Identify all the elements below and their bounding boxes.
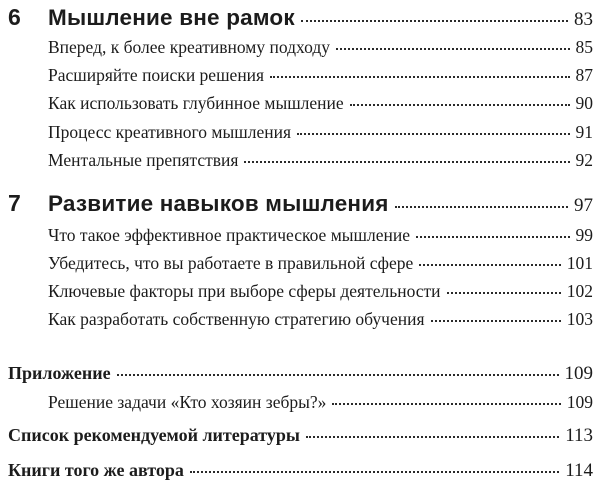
chapter-title: Развитие навыков мышления xyxy=(48,191,389,216)
toc-entry[interactable] xyxy=(48,37,593,65)
toc-entry[interactable] xyxy=(48,65,593,93)
dot-leader xyxy=(270,76,569,78)
toc-entry[interactable] xyxy=(48,150,593,178)
dot-leader xyxy=(332,403,560,405)
toc-entry[interactable] xyxy=(48,122,593,150)
entry-title: Ключевые факторы при выборе сферы деятельности xyxy=(48,281,441,301)
page-number: 91 xyxy=(575,122,593,142)
entry-title: Ментальные препятствия xyxy=(48,150,239,170)
toc-chapter-7[interactable] xyxy=(8,190,593,222)
dot-leader xyxy=(306,436,559,438)
entry-title: Что такое эффективное практическое мышление xyxy=(48,225,410,245)
toc-entry[interactable] xyxy=(48,281,593,309)
page-number: 97 xyxy=(574,195,593,216)
toc-entry[interactable] xyxy=(48,225,593,253)
toc-other-books[interactable] xyxy=(8,460,593,490)
page-number: 109 xyxy=(566,392,593,412)
dot-leader xyxy=(244,161,569,163)
dot-leader xyxy=(190,471,559,473)
dot-leader xyxy=(395,206,568,208)
page-number: 83 xyxy=(574,9,593,30)
page-number: 101 xyxy=(566,253,593,273)
toc-entry[interactable] xyxy=(48,93,593,121)
page-number: 113 xyxy=(565,425,593,446)
page-number: 92 xyxy=(575,150,593,170)
page-number: 90 xyxy=(575,93,593,113)
toc-entry[interactable] xyxy=(48,309,593,337)
page-number: 99 xyxy=(575,225,593,245)
entry-title: Список рекомендуемой литературы xyxy=(8,425,300,445)
toc-chapter-6[interactable] xyxy=(8,4,593,36)
toc-recommended-reading[interactable] xyxy=(8,425,593,455)
appendix-title: Приложение xyxy=(8,363,111,383)
dot-leader xyxy=(117,374,559,376)
chapter-number: 7 xyxy=(8,190,21,216)
page-number: 109 xyxy=(564,363,593,384)
entry-title: Решение задачи «Кто хозяин зебры?» xyxy=(48,392,327,412)
toc-entry[interactable] xyxy=(48,253,593,281)
page-number: 114 xyxy=(565,460,593,481)
dot-leader xyxy=(336,48,570,50)
dot-leader xyxy=(301,20,568,22)
entry-title: Убедитесь, что вы работаете в правильной сфере xyxy=(48,253,414,273)
page-number: 102 xyxy=(566,281,593,301)
entry-title: Вперед, к более креативному подходу xyxy=(48,37,330,57)
entry-title: Как разработать собственную стратегию обучения xyxy=(48,309,425,329)
page-number: 103 xyxy=(566,309,593,329)
page-number: 87 xyxy=(575,65,593,85)
dot-leader xyxy=(419,264,560,266)
entry-title: Книги того же автора xyxy=(8,460,184,480)
entry-title: Процесс креативного мышления xyxy=(48,122,292,142)
chapter-title: Мышление вне рамок xyxy=(48,5,295,30)
entry-title: Как использовать глубинное мышление xyxy=(48,93,344,113)
page-number: 85 xyxy=(575,37,593,57)
chapter-number: 6 xyxy=(8,4,21,30)
toc-entry[interactable] xyxy=(48,392,593,420)
toc-appendix[interactable] xyxy=(8,363,593,393)
dot-leader xyxy=(350,104,570,106)
entry-title: Расширяйте поиски решения xyxy=(48,65,265,85)
dot-leader xyxy=(431,320,561,322)
dot-leader xyxy=(416,236,570,238)
dot-leader xyxy=(297,133,569,135)
dot-leader xyxy=(447,292,561,294)
